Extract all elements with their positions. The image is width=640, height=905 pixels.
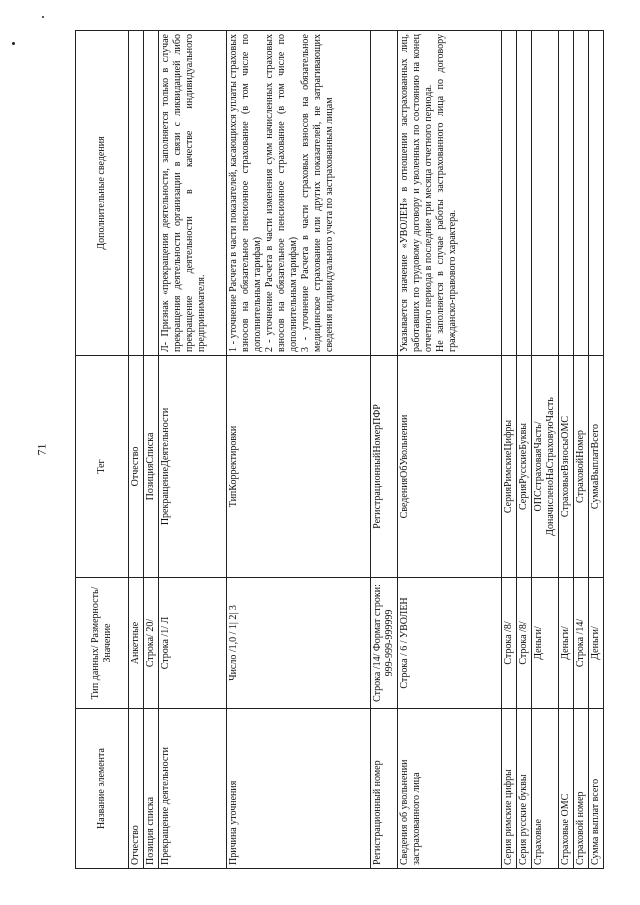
table-row xyxy=(517,31,532,869)
cell-element-name: Серия русские буквы xyxy=(517,709,532,869)
header-tag: Тег xyxy=(76,356,129,578)
cell-info xyxy=(144,31,159,356)
cell-data-type: Деньги/ xyxy=(589,578,604,709)
header-additional-info: Дополнительные сведения xyxy=(76,31,129,356)
scan-speck xyxy=(42,16,44,18)
cell-info: 1 - уточнение Расчета в части показателей, касающихся уплаты страховых взносов на обязательное пенсионное страхование (в том числе по дополнительным тарифам) 2 - уточнение Расчета в части изменения сумм начисленных страховых взносов на обязательное пенсионное страхование (в том числе по дополнительным тарифам) 3 - уточнение Расчета в части страховых взносов на обязательное медицинское страхование или других показателей, не затрагивающих сведения индивидуального учета по застрахованным лицам xyxy=(227,31,371,356)
cell-tag: СуммаВыплатВсего xyxy=(589,356,604,578)
cell-tag: СведенияОбУвольнении xyxy=(398,356,502,578)
cell-info xyxy=(371,31,398,356)
cell-tag: Отчество xyxy=(129,356,144,578)
table-row xyxy=(398,31,502,869)
cell-info xyxy=(574,31,589,356)
cell-data-type: Деньги/ xyxy=(532,578,559,709)
cell-data-type: Строка /8/ xyxy=(517,578,532,709)
cell-element-name: Причина уточнения xyxy=(227,709,371,869)
cell-element-name: Страховой номер xyxy=(574,709,589,869)
table-row xyxy=(589,31,604,869)
document-table-area xyxy=(75,31,601,869)
cell-element-name: Серия римские цифры xyxy=(502,709,517,869)
cell-tag: РегистрационныйНомерПФР xyxy=(371,356,398,578)
cell-tag: СтраховойНомер xyxy=(574,356,589,578)
cell-tag: СтраховыеВзносыОМС xyxy=(559,356,574,578)
table-row xyxy=(129,31,144,869)
cell-element-name: Отчество xyxy=(129,709,144,869)
table-header-row xyxy=(76,31,129,869)
cell-data-type: Строка/ 20/ xyxy=(144,578,159,709)
cell-data-type: Строка /14/ xyxy=(574,578,589,709)
cell-element-name: Регистрационный номер xyxy=(371,709,398,869)
cell-tag: СерияРусскиеБуквы xyxy=(517,356,532,578)
cell-data-type: Анкетные xyxy=(129,578,144,709)
cell-data-type: Деньги/ xyxy=(559,578,574,709)
cell-element-name: Прекращение деятельности xyxy=(159,709,227,869)
header-data-type: Тип данных/ Размерность/ Значение xyxy=(76,578,129,709)
cell-info xyxy=(502,31,517,356)
cell-data-type: Строка /1/ Л xyxy=(159,578,227,709)
header-element-name: Название элемента xyxy=(76,709,129,869)
table-row xyxy=(559,31,574,869)
page-number: 71 xyxy=(34,443,49,456)
cell-data-type: Строка /8/ xyxy=(502,578,517,709)
cell-info xyxy=(129,31,144,356)
cell-info: Указывается значение «УВОЛЕН» в отношении застрахованных лиц, работавших по трудовому договору и уволенных по состоянию на конец отчетного периода в последние три месяца отчетного периода. Не заполняется в случае работы застрахованного лица по договору гражданско-правового характера. xyxy=(398,31,502,356)
cell-data-type: Строка / 6 / УВОЛЕН xyxy=(398,578,502,709)
table-row xyxy=(371,31,398,869)
cell-element-name: Сведения об увольнении застрахованного лица xyxy=(398,709,502,869)
cell-element-name: Страховые xyxy=(532,709,559,869)
table-row xyxy=(159,31,227,869)
scan-speck xyxy=(12,42,15,45)
cell-info xyxy=(559,31,574,356)
cell-element-name: Страховые ОМС xyxy=(559,709,574,869)
table-row xyxy=(502,31,517,869)
cell-element-name: Сумма выплат всего xyxy=(589,709,604,869)
cell-tag: ПозицияСписка xyxy=(144,356,159,578)
cell-data-type: Число /1,0 / 1| 2| 3 xyxy=(227,578,371,709)
cell-info: Л- Признак «прекращения деятельности, заполняется только в случае прекращения деятельности организации в связи с ликвидацией либо прекращение деятельности в качестве индивидуального предпринимателя. xyxy=(159,31,227,356)
cell-info xyxy=(517,31,532,356)
elements-table xyxy=(75,30,604,869)
table-row xyxy=(532,31,559,869)
cell-info xyxy=(589,31,604,356)
table-row xyxy=(574,31,589,869)
cell-data-type: Строка /14/ Формат строки: 999-999-999999 xyxy=(371,578,398,709)
table-row xyxy=(144,31,159,869)
cell-tag: СерияРимскиеЦифры xyxy=(502,356,517,578)
cell-tag: ТипКорректировки xyxy=(227,356,371,578)
cell-tag: ОПСстраховаяЧасть/ ДоначисленоНаСтраховуюЧасть xyxy=(532,356,559,578)
cell-tag: ПрекращениеДеятельности xyxy=(159,356,227,578)
cell-element-name: Позиция списка xyxy=(144,709,159,869)
table-row xyxy=(227,31,371,869)
cell-info xyxy=(532,31,559,356)
